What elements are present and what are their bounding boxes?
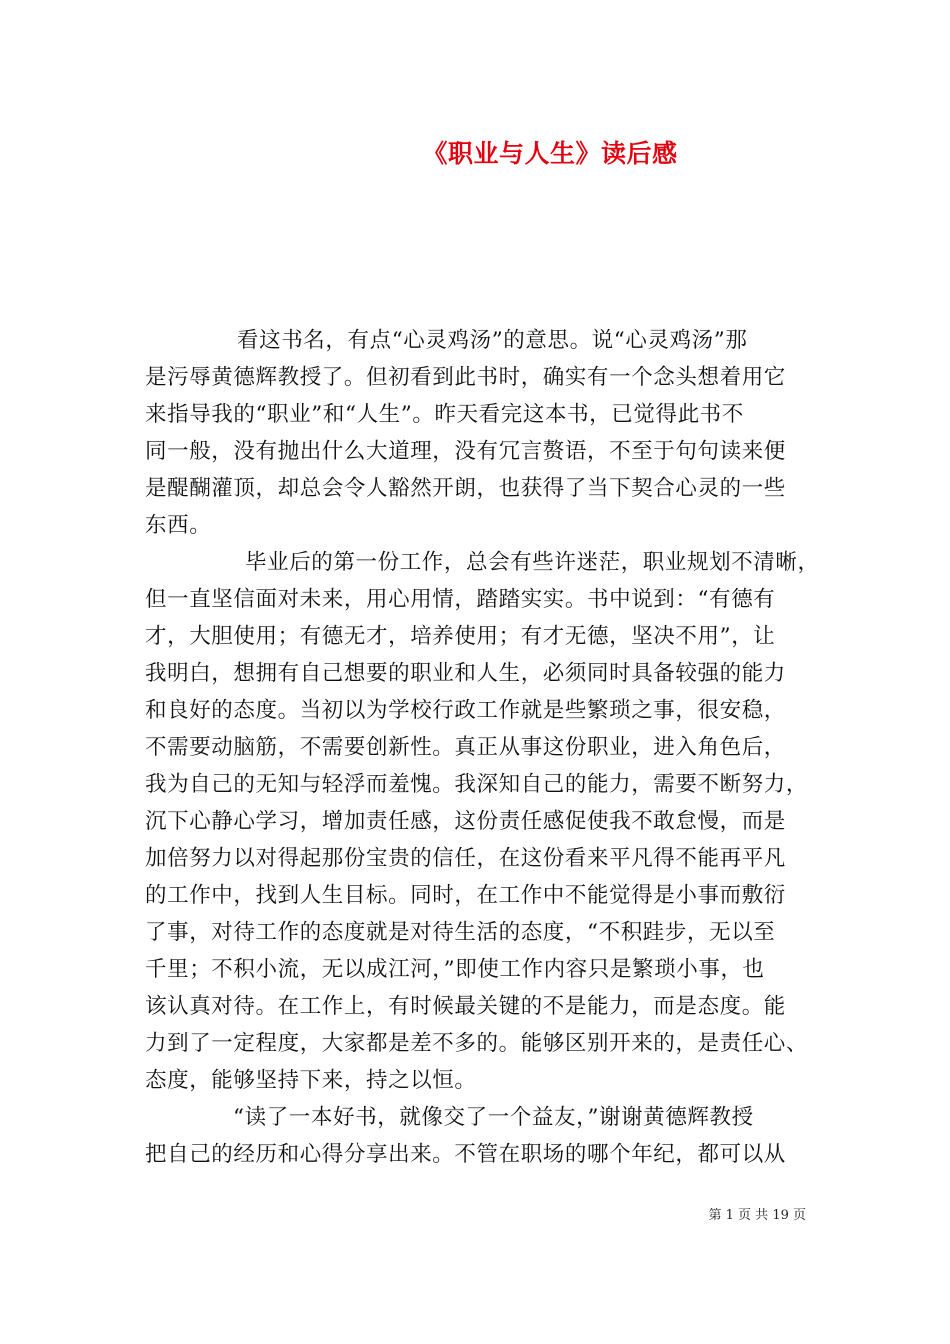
text-line: 沉下心静心学习，增加责任感，这份责任感促使我不敢怠慢，而是: [145, 809, 786, 834]
text-line: 才，大胆使用；有德无才，培养使用；有才无德，坚决不用”，让: [145, 624, 776, 649]
text-line: 的工作中，找到人生目标。同时，在工作中不能觉得是小事而敷衍: [145, 883, 786, 908]
text-line: 是污辱黄德辉教授了。但初看到此书时，确实有一个念头想着用它: [145, 365, 786, 390]
text-line: 我明白，想拥有自己想要的职业和人生，必须同时具备较强的能力: [145, 661, 786, 686]
text-line: 和良好的态度。当初以为学校行政工作就是些繁琐之事，很安稳，: [145, 698, 786, 723]
text-line: 毕业后的第一份工作，总会有些许迷茫，职业规划不清晰，: [245, 550, 820, 575]
text-line: 把自己的经历和心得分享出来。不管在职场的哪个年纪，都可以从: [145, 1142, 786, 1167]
text-line: 力到了一定程度，大家都是差不多的。能够区别开来的，是责任心、: [145, 1031, 809, 1056]
paragraph-3: [145, 1099, 810, 1173]
text-line: “读了一本好书，就像交了一个益友，”谢谢黄德辉教授: [233, 1105, 754, 1130]
text-line: 我为自己的无知与轻浮而羞愧。我深知自己的能力，需要不断努力，: [145, 772, 809, 797]
paragraph-1: [145, 322, 810, 544]
text-line: 东西。: [145, 513, 212, 538]
text-line: 但一直坚信面对未来，用心用情，踏踏实实。书中说到：“有德有: [145, 587, 776, 612]
document-title: 《职业与人生》读后感: [422, 139, 678, 168]
paragraph-2: [145, 544, 820, 1099]
document-body: [145, 322, 820, 1173]
text-line: 千里；不积小流，无以成江河，”即使工作内容只是繁琐小事，也: [145, 957, 765, 982]
text-line: 看这书名，有点“心灵鸡汤”的意思。说“心灵鸡汤”那: [237, 328, 748, 353]
text-line: 加倍努力以对得起那份宝贵的信任，在这份看来平凡得不能再平凡: [145, 846, 786, 871]
text-line: 同一般，没有抛出什么大道理，没有冗言赘语，不至于句句读来便: [145, 439, 786, 464]
text-line: 态度，能够坚持下来，持之以恒。: [145, 1068, 477, 1093]
text-line: 该认真对待。在工作上，有时候最关键的不是能力，而是态度。能: [145, 994, 786, 1019]
text-line: 来指导我的“职业”和“人生”。昨天看完这本书，已觉得此书不: [145, 402, 744, 427]
text-line: 是醍醐灌顶，却总会令人豁然开朗，也获得了当下契合心灵的一些: [145, 476, 786, 501]
text-line: 了事，对待工作的态度就是对待生活的态度，“不积跬步，无以至: [145, 920, 776, 945]
text-line: 不需要动脑筋，不需要创新性。真正从事这份职业，进入角色后，: [145, 735, 786, 760]
page-number: 第 1 页 共 19 页: [708, 1208, 806, 1223]
